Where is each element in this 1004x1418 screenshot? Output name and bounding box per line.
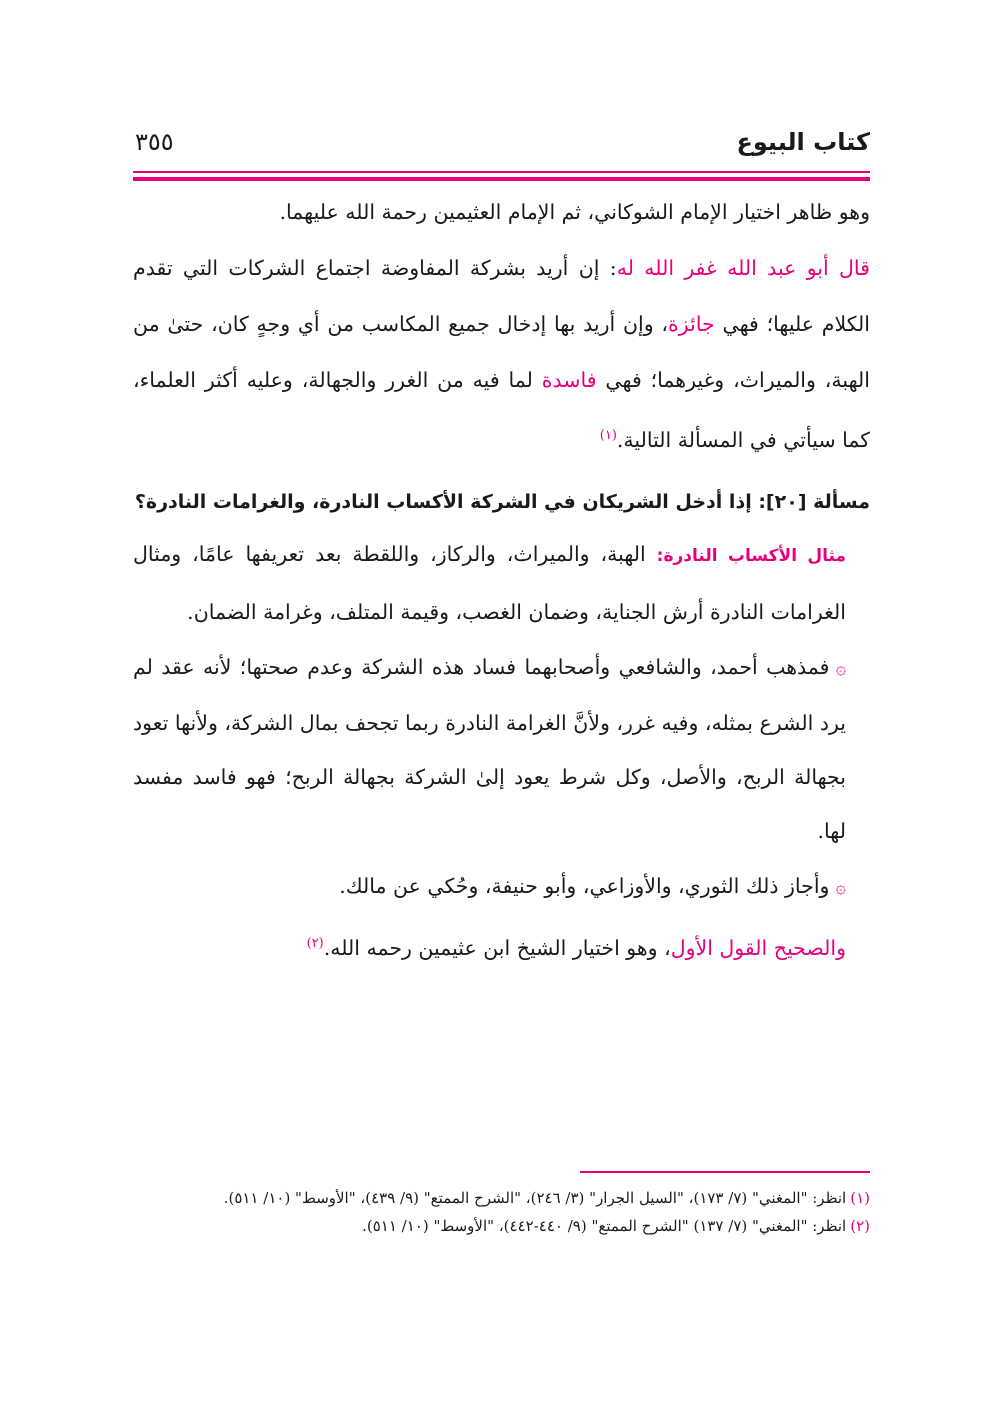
header-rule-thick (133, 177, 870, 181)
footnote-1 (133, 1184, 870, 1212)
example-text: الهبة، والميراث، والركاز، واللقطة بعد تعريفها عامًا، ومثال الغرامات النادرة أرش الجناية، وضمان الغصب، وقيمة المتلف، وغرامة الضمان. (133, 541, 846, 624)
footnote-text: انظر: "المغني" (٧/ ١٣٧) "الشرح الممتع" (٩/ ٤٤٠-٤٤٢)، "الأوسط" (١٠/ ٥١١). (362, 1217, 847, 1235)
paragraph-2-text-b: ، وإن أريد بها إدخال جميع المكاسب من أي وجهٍ كان، حتىٰ من الهبة، والميراث، وغيرهما؛ فهي (133, 312, 870, 392)
paragraph-6-text: ، وهو اختيار الشيخ ابن عثيمين رحمه الله. (323, 935, 671, 960)
footnote-ref-1: (١) (599, 428, 617, 443)
book-title: كتاب البيوع (736, 128, 870, 156)
footnote-text: انظر: "المغني" (٧/ ١٧٣)، "السيل الجرار" (٣/ ٢٤٦)، "الشرح الممتع" (٩/ ٤٣٩)، "الأوسط" (١٠/ ٥١١). (223, 1189, 847, 1207)
footnotes (133, 1184, 870, 1240)
footnote-rule (580, 1171, 870, 1173)
paragraph-4-text: فمذهب أحمد، والشافعي وأصحابهما فساد هذه الشركة وعدم صحتها؛ لأنه عقد لم يرد الشرع بمثله، وفيه غرر، ولأنَّ الغرامة النادرة ربما تجحف بمال الشركة، ولأنها تعود بجهالة الربح، والأصل، وكل شرط يعود إلىٰ الشركة بجهالة الربح؛ فهو فاسد مفسد لها. (133, 654, 846, 843)
page-header (135, 128, 870, 172)
paragraph-4 (133, 640, 870, 858)
footnote-ref-2: (٢) (306, 935, 324, 951)
paragraph-5-text: وأجاز ذلك الثوري، والأوزاعي، وأبو حنيفة، وحُكي عن مالك. (339, 873, 830, 898)
paragraph-example (133, 526, 870, 640)
author-lead: قال أبو عبد الله غفر الله له (616, 256, 870, 280)
paragraph-2-text-a: : إن أريد بشركة المفاوضة اجتماع الشركات التي تقدم الكلام عليها؛ فهي (133, 256, 870, 336)
ruling-permissible: جائزة (668, 312, 715, 336)
footnote-number: (٢) (850, 1217, 870, 1235)
flower-icon: ۞ (835, 657, 846, 679)
paragraph-5 (133, 858, 870, 916)
ruling-invalid: فاسدة (541, 368, 597, 392)
correct-opinion-lead: والصحيح القول الأول (670, 935, 846, 960)
example-label: مثال الأكساب النادرة: (656, 545, 847, 566)
page-body (133, 188, 870, 976)
flower-icon: ۞ (835, 876, 846, 898)
paragraph-2 (133, 240, 870, 468)
paragraph-2-text-c: لما فيه من الغرر والجهالة، وعليه أكثر العلماء، كما سيأتي في المسألة التالية. (133, 368, 870, 452)
paragraph-6 (133, 916, 870, 976)
page-number: ٣٥٥ (135, 128, 174, 156)
question-heading: مسألة [٢٠]: إذا أدخل الشريكان في الشركة الأكساب النادرة، والغرامات النادرة؟ (134, 490, 870, 513)
footnote-2 (133, 1212, 870, 1240)
header-rule-thin (133, 171, 870, 173)
footnote-number: (١) (850, 1189, 870, 1207)
paragraph-1: وهو ظاهر اختيار الإمام الشوكاني، ثم الإمام العثيمين رحمة الله عليهما. (279, 200, 870, 224)
